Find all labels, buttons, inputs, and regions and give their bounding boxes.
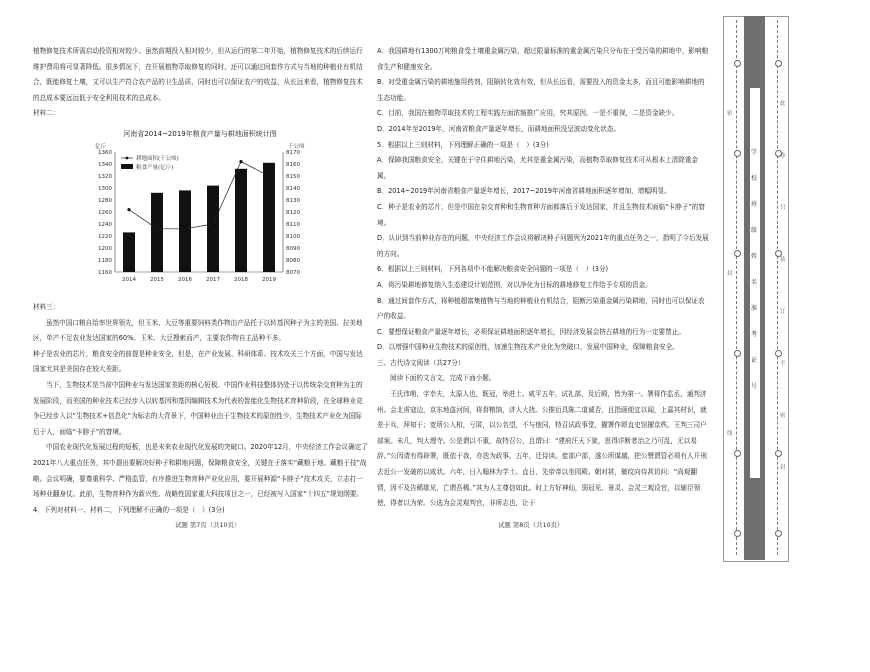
- binding-label-char: 号: [751, 383, 758, 390]
- question-5-b: B．2014~2019年河南省粮食产量逐年增长，2017~2019年河南省耕地面积逐年增加，增幅明显。: [377, 187, 671, 196]
- outer-seal-char: 密: [727, 111, 733, 117]
- left-tick-label: 1240: [98, 221, 112, 228]
- left-tick-label: 1320: [98, 173, 112, 180]
- left-tick-label: 1280: [98, 197, 112, 204]
- binding-label-char: 校: [751, 175, 758, 182]
- paragraph-m3-3: 当下，生物技术是当前中国种业与发达国家差距的核心短板。中国作业科技整体仍处于以传统杂交育种为主的发展阶段，而美国的种业技术已经步入以转基因和基因编辑技术为代表的智能化生物技术育种阶段，在全球种业竞争已经步入以“生物技术+信息化”为标志的大背景下，中国种业由于生物技术的原创性少，生物技术产业化为国际后于人，面临“卡脖子”的窘境。: [33, 380, 363, 436]
- bar-grain-2018: [235, 169, 247, 272]
- left-tick-label: 1360: [98, 149, 112, 156]
- right-tick-label: 8130: [286, 197, 300, 204]
- bar-grain-2014: [123, 232, 135, 272]
- point-farmland-2017: [211, 222, 214, 225]
- binding-hole: [734, 250, 741, 257]
- outer-seal-char: 封: [727, 271, 733, 277]
- question-6-d: D．以增强中国种业生物技术的原创性，加速生物技术产业化为突破口，发展中国种业，保障粮食安全。: [377, 343, 679, 352]
- outer-dashed-line: [736, 20, 737, 555]
- section-3-heading: 三、古代诗文阅读（共27分）: [377, 358, 465, 367]
- question-6-b: B．通过间套作方式，将种植超富集植物与当地的种植业有机结合，阻断污染重金属污染耕地，同时也可以保证农户的收益。: [377, 296, 705, 321]
- bar-grain-2016: [179, 190, 191, 272]
- option-c: C．目前，我国在植物萃取技术的工程实践方面浓缩推广应用，究其原因，一是不重视，二是资金缺少。: [377, 109, 679, 118]
- chart-title: 河南省2014~2019年粮食产量与耕地面积统计图: [123, 129, 277, 138]
- binding-hole: [734, 530, 741, 537]
- binding-label-char: 班: [751, 201, 758, 208]
- binding-hole: [734, 60, 741, 67]
- paragraph-material1-end: 植物修复技术所需启动投资相对较少。虽然前期投入相对较少，但从运行的第二年开始，植物修复技术的后续运行维护费用将可显著降低。很多情况下，在开展植物萃取修复的同时，还可以通过间套作方式与当地的种植业有机结合，既能修复土壤，又可以生产符合农产品的卫生品质，同时也可以保证农户的收益，从长远来看，植物修复技术的总成本要远远低于安全利用技术的总成本。: [33, 47, 363, 102]
- question-6-c: C．要想保证粮食产量逐年增长，必须保证耕地面积逐年增长，因经济发展会挤占耕地的行为一定要禁止。: [377, 327, 685, 336]
- reading-instruction: 阅读下面的文言文，完成下面小题。: [390, 374, 496, 383]
- bar-grain-2019: [263, 163, 275, 272]
- right-tick-label: 8170: [286, 149, 300, 156]
- legend-line-marker: [126, 157, 129, 160]
- question-6-a: A．将污染耕地修复纳入生态建设计划范围，对以净化为目标的耕地修复工作给予专项的资金。: [377, 280, 652, 289]
- bar-grain-2017: [207, 186, 219, 272]
- binding-label-char: 级: [751, 227, 758, 234]
- point-farmland-2018: [239, 160, 242, 163]
- binding-hole: [734, 450, 741, 457]
- legend-bar-label: 粮食产量(亿斤): [136, 164, 174, 171]
- paragraph-m3-2: 种子是农业的芯片，粮食安全的前提是种业安全，但是，在产业发展、科研体系、技术攻关三个方面，中国与发达国家尤其是美国存在较大差距。: [33, 349, 363, 374]
- binding-hole: [775, 530, 782, 537]
- x-tick-label: 2018: [234, 276, 248, 283]
- x-tick-label: 2015: [150, 276, 164, 283]
- inner-seal-char: 卷: [780, 153, 786, 159]
- legend-bar-swatch: [121, 164, 133, 169]
- right-tick-label: 8120: [286, 209, 300, 216]
- right-tick-label: 8160: [286, 161, 300, 168]
- left-tick-label: 1260: [98, 209, 112, 216]
- right-tick-label: 8150: [286, 173, 300, 180]
- binding-label-char: 姓: [751, 253, 758, 260]
- inner-seal-char: 装: [780, 257, 786, 263]
- left-tick-label: 1200: [98, 245, 112, 252]
- outer-seal-char: 线: [727, 431, 733, 437]
- left-column: [33, 44, 368, 518]
- grain-chart: [33, 124, 368, 296]
- bar-grain-2015: [151, 193, 163, 272]
- inner-seal-char: 订: [780, 309, 786, 315]
- x-tick-label: 2017: [206, 276, 220, 283]
- question-5-a: A．保障我国粮食安全，关键在于守住耕地污染，尤其是重金属污染，而植物萃取修复技术可从根本上清除重金属。: [377, 156, 699, 180]
- question-4: 4．下列对材料一、材料二，下列理解不正确的一项是（ ）(3分): [33, 505, 225, 514]
- left-tick-label: 1160: [98, 269, 112, 276]
- binding-hole: [775, 60, 782, 67]
- option-b: B．对受重金属污染的耕地施用药剂，阻隔转化效有效，但从长远看，需要投入的资金太多，而且可能影响耕地的生态功能。: [377, 78, 705, 102]
- binding-label-char: 学: [751, 149, 758, 156]
- inner-seal-char: 此: [780, 101, 786, 107]
- inner-seal-char: 密: [780, 413, 786, 419]
- point-farmland-2016: [183, 227, 186, 230]
- question-6: 6．根据以上三则材料，下列各项中不能解决粮食安全问题的一项是（ ）(3分): [377, 265, 609, 274]
- footer-page-7: 试题 第7页（共10页）: [175, 521, 241, 529]
- x-tick-label: 2019: [262, 276, 276, 283]
- binding-label-char: 证: [751, 357, 758, 364]
- inner-seal-char: 不: [780, 361, 786, 367]
- binding-hole: [775, 350, 782, 357]
- paragraph-m3-4: 中国农业现代化发展过程的短板，也是未来农业现代化发展的突破口。2020年12月，中央经济工作会议确定了2021年八大重点任务，其中提出要解决好种子和耕地问题，保障粮食安全，关键在于落实“藏粮于地、藏粮于技”战略。会议明确，要尊重科学、严格监管，有序推进生物育种产业化应用，要开展种源“卡脖子”技术攻关，立志打一场种业翻身仗。此前，生物育种作为新兴性、战略性国家重大科技项目之一，已经被写入国家“十四五”规划纲要。: [33, 443, 368, 499]
- point-farmland-2015: [155, 227, 158, 230]
- option-d: D．2014年至2019年，河南省粮食产量逐年增长，而耕地面积没呈波动变化状态。: [377, 124, 621, 133]
- right-tick-label: 8070: [286, 269, 300, 276]
- point-farmland-2019: [267, 174, 270, 177]
- material3-label: 材料三：: [33, 302, 60, 311]
- material2-label: 材料二：: [33, 109, 60, 118]
- question-5-d: D．认识到当前种业存在的问题，中央经济工作会议将解决种子问题列为2021年的重点任务之一，指明了今后发展的方向。: [377, 234, 709, 258]
- binding-label-char: 准: [751, 305, 758, 312]
- line-farmland: [129, 162, 269, 229]
- paragraph-m3-1: 虽然中国口粮自给率世界领先，但玉米、大豆等重要饲料类作物由产品托于以转基因种子为主的美国、拉美地区，单产不足农业发达国家的60%。玉米、大豆搜索而产，主要农作物自主品种不多。: [33, 318, 363, 343]
- classical-passage: 王氏讳萌，字幸夫，太原人也，既冠，举进士。咸平五年，试礼部，及后殿，皆为第一。署将作监丞，通判济州。会北虏寇边，京东地盗河间，将督粮饷，济人大扰。公推衍具陈二道诚否，且指画便宜以闻，上嘉其材识，就差于兵，拜知于；宽所公入相，亏匿，以公名望，不与他同，特召试政事堂，擢署作即直史馆擢京秩。王判三司户部案。未几，判大理寺。公是谓以不重，故特召公，且谓曰：“建府汪天下狱，思得详断者治之乃可乱，无以易辞。”公因请有得辟署，既依于我，亦迭为政事。五年，迁侍读。徙部户部，遂公所谋越，把公赞谓管必须有人开刑去近公一发破的以咸状。六年，日入翰林为学士。直日，先帝帝以坐园殿。朝对甚，皴纹向待甚切问：“尚观翻情，因不及告稀歇见，亡谓吾稀。”其为人主尊信如此。时上方好神仙，弱冠见、景灵、会灵三观设官，以辅臣领使，得者以为荣。公选为会灵观判官，非所志也，让于: [377, 390, 707, 508]
- x-tick-label: 2016: [178, 276, 192, 283]
- binding-labels: [751, 140, 759, 400]
- left-tick-label: 1220: [98, 233, 112, 240]
- binding-label-char: 考: [751, 331, 758, 338]
- grain-chart-svg: [33, 124, 368, 296]
- left-tick-label: 1340: [98, 161, 112, 168]
- right-axis-unit: 千公顷: [288, 143, 305, 150]
- right-tick-label: 8100: [286, 233, 300, 240]
- binding-hole: [734, 350, 741, 357]
- left-axis-unit: 亿斤: [95, 143, 107, 150]
- binding-label-char: 名: [751, 279, 758, 286]
- right-column: [377, 44, 709, 512]
- right-tick-label: 8090: [286, 245, 300, 252]
- left-tick-label: 1300: [98, 185, 112, 192]
- binding-hole: [775, 450, 782, 457]
- inner-seal-char: 封: [780, 465, 786, 471]
- left-tick-label: 1180: [98, 257, 112, 264]
- x-tick-label: 2014: [122, 276, 136, 283]
- footer-page-8: 试题 第8页（共10页）: [498, 521, 564, 529]
- point-farmland-2014: [127, 208, 130, 211]
- question-5-c: C．种子是农业的芯片，但是中国在杂交育种和生物育种方面都落后于发达国家，并且生物技术面临“卡脖子”的窘境。: [377, 202, 705, 227]
- legend-line-label: 耕地面积(千公顷): [136, 155, 179, 162]
- right-tick-label: 8110: [286, 221, 300, 228]
- option-a: A．我国耕地有1300万吨粮食受土壤重金属污染，超过限量标准的重金属污染只分布在于受污染的耕地中，影响粮食生产和健康安全。: [377, 47, 709, 71]
- inner-seal-char: 只: [780, 205, 786, 211]
- inner-dashed-line: [777, 20, 778, 555]
- question-5: 5．根据以上三则材料，下列理解正确的一项是（ ）(3分): [377, 140, 549, 149]
- right-tick-label: 8080: [286, 257, 300, 264]
- binding-hole: [734, 150, 741, 157]
- right-tick-label: 8140: [286, 185, 300, 192]
